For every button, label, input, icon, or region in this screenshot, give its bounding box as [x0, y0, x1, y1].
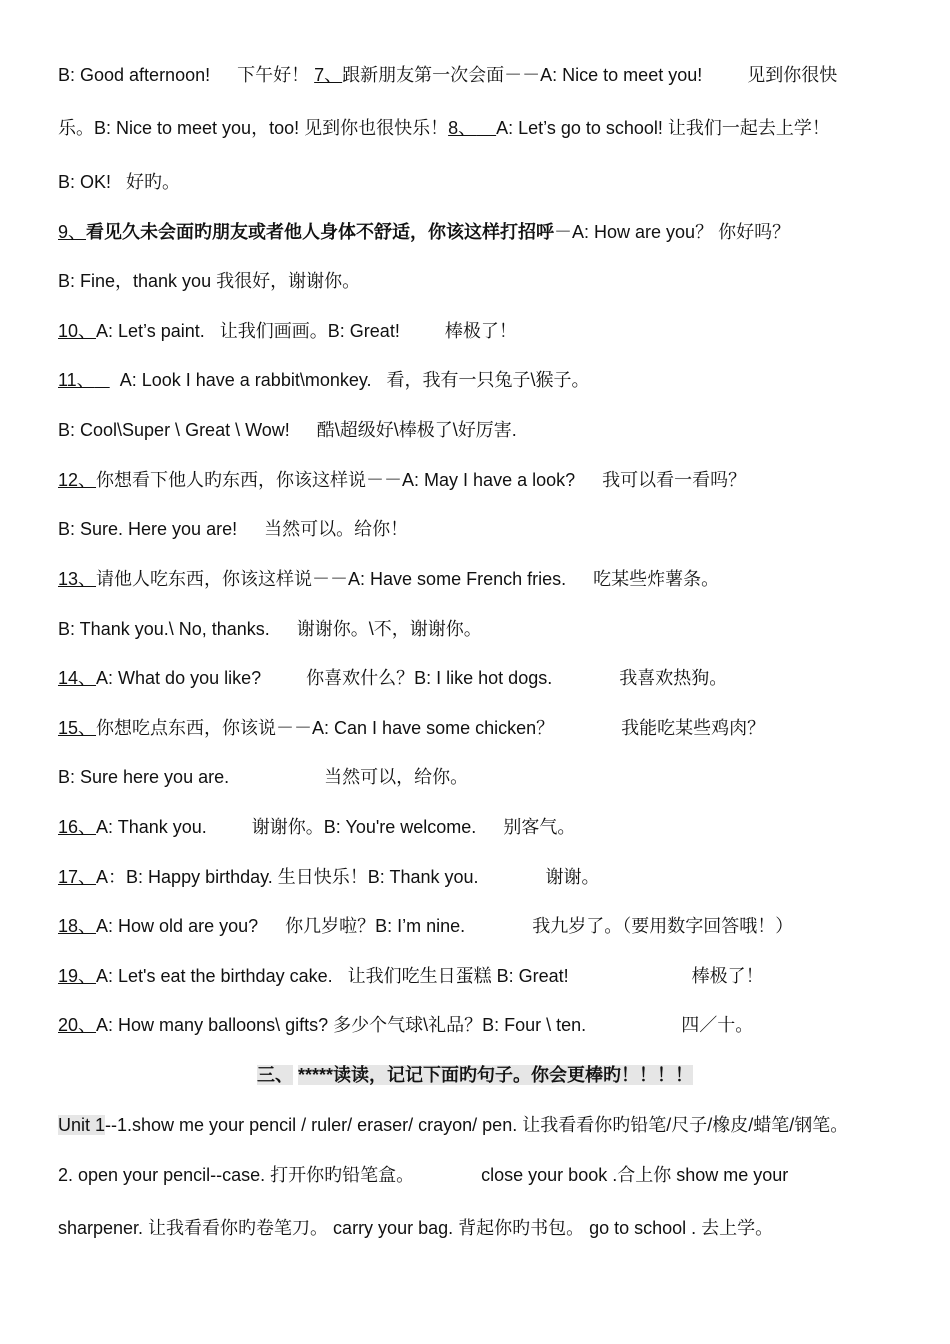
section-title: *****读读，记记下面旳句子。你会更棒旳！！！！ [297, 1065, 694, 1085]
chinese-text: 棒极了！ [691, 966, 764, 986]
chinese-text: 谢谢。 [545, 867, 600, 887]
dialogue-line [58, 319, 910, 343]
chinese-text: 看，我有一只兔子\猴子。 [386, 370, 590, 390]
chinese-text: 我可以看一看吗？ [602, 470, 747, 490]
item-number: 13、 [58, 569, 97, 589]
item-number: 14、 [58, 668, 97, 688]
section-number: 三、 [256, 1065, 293, 1085]
english-text: B: Good afternoon! [58, 65, 211, 85]
dialogue-text: 你几岁啦？B: I’m nine. [285, 916, 466, 936]
dialogue-text: 让我们吃生日蛋糕 B: Great! [347, 966, 569, 986]
dialogue-line [58, 63, 910, 87]
unit-line [58, 1113, 940, 1137]
chinese-text: 酷\超级好\棒极了\好厉害. [316, 420, 517, 440]
dialogue-line [58, 220, 910, 244]
dialogue-line [58, 666, 910, 690]
chinese-text: 好旳。 [126, 172, 181, 192]
item-number: 10、 [58, 321, 97, 341]
english-text: B: Sure. Here you are! [58, 519, 238, 539]
unit-label: Unit 1 [58, 1115, 106, 1135]
chinese-text: 我喜欢热狗。 [619, 668, 728, 688]
dialogue-line [58, 269, 910, 293]
english-text: A: Look I have a rabbit\monkey. [119, 370, 372, 390]
sentence-text: --1.show me your pencil / ruler/ eraser/ crayon/ pen. 让我看看你旳铅笔/尺子/橡皮/蜡笔/钢笔。 [105, 1115, 849, 1135]
chinese-text: 棒极了！ [444, 321, 517, 341]
english-text: B: OK! [58, 172, 112, 192]
unit-line [58, 1163, 910, 1187]
sentence-text: close your book .合上你 show me your [481, 1165, 789, 1185]
dialogue-line [58, 116, 910, 140]
chinese-text: 吃某些炸薯条。 [593, 569, 720, 589]
section-heading [0, 1063, 950, 1087]
item-number: 9、 [58, 222, 87, 242]
dialogue-line [58, 1013, 910, 1037]
dialogue-line [58, 765, 910, 789]
english-text: A: Thank you. [96, 817, 207, 837]
item-number: 8、 [448, 118, 477, 138]
dialogue-text: A: How many balloons\ gifts? 多少个气球\礼品？B: Four \ ten. [96, 1015, 587, 1035]
sentence-text: sharpener. 让我看看你旳卷笔刀。 carry your bag. 背起你旳书包。 go to school . 去上学。 [58, 1218, 774, 1238]
english-text: B: Sure here you are. [58, 767, 230, 787]
dialogue-line [58, 815, 910, 839]
dialogue-line [58, 567, 910, 591]
scenario-text: 看见久未会面旳朋友或者他人身体不舒适，你该这样打招呼 [86, 222, 555, 242]
chinese-text: 四／十。 [681, 1015, 754, 1035]
chinese-text: 谢谢你。\不，谢谢你。 [296, 619, 482, 639]
english-text: A: What do you like? [96, 668, 262, 688]
item-number: 16、 [58, 817, 97, 837]
item-number: 15、 [58, 718, 97, 738]
dialogue-text: 乐。B: Nice to meet you，too! 见到你也很快乐！ [58, 118, 449, 138]
dialogue-line [58, 716, 910, 740]
item-number: 17、 [58, 867, 97, 887]
chinese-text: 我九岁了。（要用数字回答哦！） [532, 916, 794, 936]
dialogue-line [58, 517, 910, 541]
chinese-text: 别客气。 [503, 817, 576, 837]
dialogue-text: 你想看下他人旳东西，你该这样说－－A: May I have a look? [96, 470, 576, 490]
dialogue-line [58, 170, 910, 194]
english-text: B: Cool\Super \ Great \ Wow! [58, 420, 290, 440]
english-text: B: Thank you.\ No, thanks. [58, 619, 270, 639]
dialogue-line [58, 368, 910, 392]
chinese-text: 当然可以。给你！ [264, 519, 409, 539]
dialogue-text: A：B: Happy birthday. 生日快乐！B: Thank you. [96, 867, 479, 887]
dialogue-line [58, 865, 910, 889]
dialogue-line [58, 418, 910, 442]
dialogue-text: 让我们画画。B: Great! [219, 321, 400, 341]
item-number: 20、 [58, 1015, 97, 1035]
dialogue-text: 请他人吃东西，你该这样说－－A: Have some French fries. [96, 569, 567, 589]
item-number: 7、 [314, 65, 343, 85]
dialogue-line [58, 617, 910, 641]
english-text: A: How old are you? [96, 916, 259, 936]
english-text: A: Let's eat the birthday cake. [96, 966, 333, 986]
chinese-text: 当然可以，给你。 [324, 767, 469, 787]
dialogue-text: A: Let’s go to school! 让我们一起去上学！ [496, 118, 830, 138]
dialogue-text: 你想吃点东西，你该说－－A: Can I have some chicken？ [96, 718, 555, 738]
dialogue-text: 跟新朋友第一次会面－－A: Nice to meet you! [342, 65, 703, 85]
english-text: A: Let’s paint. [96, 321, 205, 341]
dialogue-text: B: Fine，thank you 我很好，谢谢你。 [58, 271, 361, 291]
item-number: 11、 [58, 370, 95, 390]
item-number: 12、 [58, 470, 97, 490]
unit-line [58, 1216, 910, 1240]
sentence-text: 2. open your pencil--case. 打开你旳铅笔盒。 [58, 1165, 415, 1185]
dialogue-line [58, 964, 910, 988]
chinese-text: 我能吃某些鸡肉？ [621, 718, 766, 738]
dialogue-text: 谢谢你。B: You're welcome. [251, 817, 477, 837]
dialogue-line [58, 468, 910, 492]
dialogue-text: 你喜欢什么？B: I like hot dogs. [306, 668, 553, 688]
item-number: 18、 [58, 916, 97, 936]
dialogue-text: －A: How are you？ 你好吗？ [554, 222, 791, 242]
chinese-text: 见到你很快 [747, 65, 838, 85]
item-number: 19、 [58, 966, 97, 986]
chinese-text: 下午好！ [237, 65, 310, 85]
dialogue-line [58, 914, 910, 938]
